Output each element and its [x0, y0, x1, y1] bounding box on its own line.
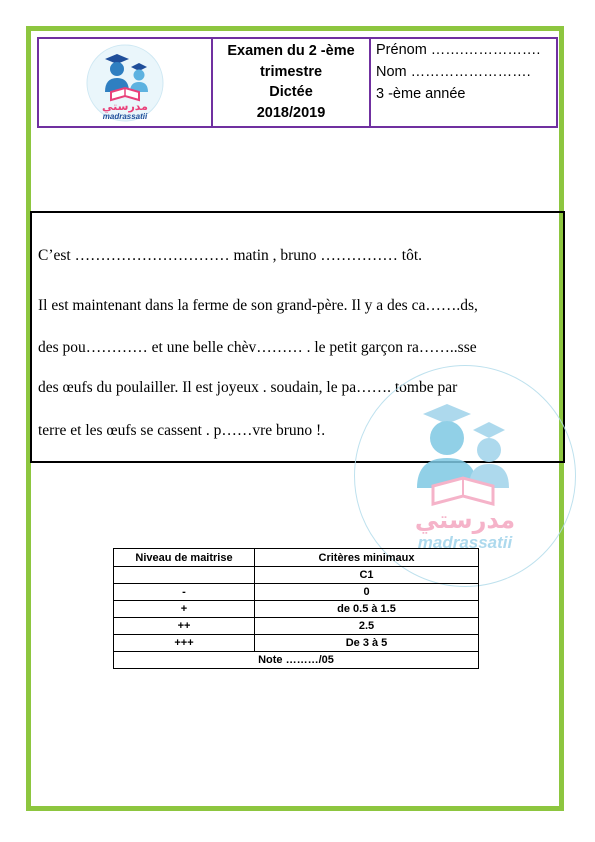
exam-title-line: 2018/2019 [256, 104, 326, 121]
scoring-header-row [114, 549, 479, 567]
critere-cell: C1 [255, 567, 479, 584]
dictation-line: terre et les œufs se cassent . p……vre bruno !. [38, 422, 326, 439]
header-criteres: Critères minimaux [255, 549, 479, 567]
madrassatii-logo [75, 42, 175, 124]
niveau-cell: +++ [114, 635, 255, 652]
dictation-line: des œufs du poulailler. Il est joyeux . soudain, le pa……. tombe par [38, 379, 458, 396]
table-row [114, 584, 479, 601]
exam-title-line: Examen du 2 -ème [227, 43, 355, 59]
exam-title-cell [213, 39, 371, 126]
dictation-line: des pou………… et une belle chèv……… . le petit garçon ra……..sse [38, 339, 477, 356]
table-row [114, 601, 479, 618]
note-row [114, 652, 479, 669]
watermark-arabic-text: مدرستي [414, 506, 516, 534]
student-info-cell [371, 39, 556, 126]
niveau-cell: + [114, 601, 255, 618]
table-row [114, 635, 479, 652]
exam-title-line: Dictée [269, 84, 313, 100]
scoring-table [113, 548, 479, 669]
header-niveau: Niveau de maitrise [114, 549, 255, 567]
prenom-field[interactable]: Prénom …….……………. [376, 42, 541, 58]
level-label: 3 -ème année [376, 86, 466, 102]
dictation-line: Il est maintenant dans la ferme de son grand-père. Il y a des ca…….ds, [38, 297, 478, 314]
school-logo-cell [39, 39, 213, 126]
niveau-cell [114, 567, 255, 584]
logo-arabic-text: مدرستي [102, 99, 148, 113]
critere-cell: 0 [255, 584, 479, 601]
exam-title-line: trimestre [259, 63, 323, 80]
table-row [114, 618, 479, 635]
critere-cell: de 0.5 à 1.5 [255, 601, 479, 618]
critere-cell: De 3 à 5 [255, 635, 479, 652]
dictation-line: C’est ………………………… matin , bruno …………… tôt. [38, 247, 423, 264]
critere-cell: 2.5 [255, 618, 479, 635]
note-cell[interactable]: Note ………/05 [114, 652, 479, 669]
logo-latin-text: madrassatii [102, 111, 148, 121]
nom-field[interactable]: Nom ……………………. [376, 64, 531, 80]
watermark-latin-text: madrassatii [417, 533, 513, 552]
exam-header [37, 37, 558, 128]
niveau-cell: - [114, 584, 255, 601]
niveau-cell: ++ [114, 618, 255, 635]
table-row [114, 567, 479, 584]
